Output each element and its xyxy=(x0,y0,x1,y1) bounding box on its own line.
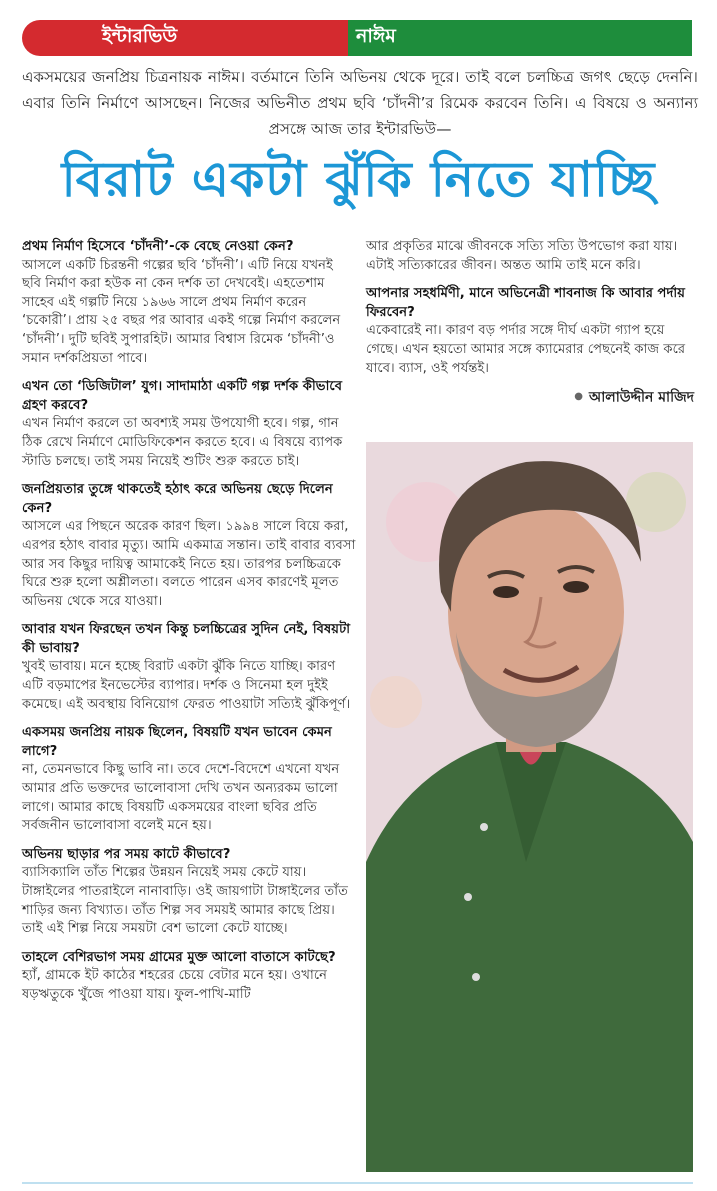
answer: আসলে এর পিছনে অরেক কারণ ছিল। ১৯৯৪ সালে বিয়ে করা, এরপর হঠাৎ বাবার মৃত্যু। আমি একমাত্র সন্তান। তাই বাবার ব্যবসা আর সব কিছুর দায়িত্ব আমাকেই নিতে হয়। তারপর চলচ্চিত্রকে ঘিরে শুরু হলো অশ্লীলতা। বলতে পারেন এসব কারণেই মূলত অভিনয় থেকে সরে যাওয়া। xyxy=(22,519,356,609)
qa-block xyxy=(22,481,356,611)
section-label: ইন্টারভিউ xyxy=(22,20,348,56)
byline xyxy=(366,388,694,407)
qa-block xyxy=(22,846,356,939)
headline: বিরাট একটা ঝুঁকি নিতে যাচ্ছি xyxy=(61,151,656,208)
right-column xyxy=(366,238,694,407)
question: এখন তো ‘ডিজিটাল’ যুগ। সাদামাঠা একটি গল্প দর্শক কীভাবে গ্রহণ করবে? xyxy=(22,379,343,413)
answer-continuation: আর প্রকৃতির মাঝে জীবনকে সত্যি সত্যি উপভোগ করা যায়। এটাই সত্যিকারের জীবন। অন্তত আমি তাই মনে করি। xyxy=(366,239,678,273)
bottom-rule xyxy=(22,1182,693,1184)
section-header xyxy=(22,20,692,56)
interviewee-name: নাঈম xyxy=(348,20,692,56)
left-column xyxy=(22,238,356,1015)
portrait-illustration xyxy=(366,442,693,1172)
answer: হ্যাঁ, গ্রামকে ইট কাঠের শহরের চেয়ে বেটার মনে হয়। ওখানে ষড়ঋতুকে খুঁজে পাওয়া যায়। ফুল-পাখি-মাটি xyxy=(22,968,328,1002)
bullet-icon: ● xyxy=(574,391,583,403)
answer: ব্যাসিক্যালি তাঁত শিল্পের উন্নয়ন নিয়েই সময় কেটে যায়। টাঙ্গাইলের পাতরাইলে নানাবাড়ি। ওই জায়গাটা টাঙ্গাইলের তাঁত শাড়ির জন্য বিখ্যাত। তাঁত শিল্প সব সময়ই আমার কাছে প্রিয়। তাই এই শিল্প নিয়ে সময়টা বেশ ভালো কেটে যাচ্ছে। xyxy=(22,865,349,937)
qa-block xyxy=(22,378,356,471)
answer: এখন নির্মাণ করলে তা অবশ্যই সময় উপযোগী হবে। গল্প, গান ঠিক রেখে নির্মাণে মোডিফিকেশন করতে হবে। এ বিষয়ে ব্যাপক স্টাডি চলছে। তাই সময় নিয়েই শুটিং শুরু করতে চাই। xyxy=(22,416,343,469)
question: তাহলে বেশিরভাগ সময় গ্রামের মুক্ত আলো বাতাসে কাটছে? xyxy=(22,949,336,965)
answer: আসলে একটি চিরন্তনী গল্পের ছবি ‘চাঁদনী’। এটি নিয়ে যখনই ছবি নির্মাণ করা হউক না কেন দর্শক তা দেখবেই। এহতেশাম সাহেব এই গল্পটি নিয়ে ১৯৬৬ সালে প্রথম নির্মাণ করেন ‘চকোরী’। প্রায় ২৫ বছর পর আবার একই গল্পে নির্মাণ করলেন ‘চাঁদনী’। দুটি ছবিই সুপারহিট। আমার বিশ্বাস রিমেক ‘চাঁদনী’ও সমান দর্শকপ্রিয়তা পাবে। xyxy=(22,257,341,366)
portrait-photo xyxy=(366,442,693,1172)
qa-block xyxy=(22,949,356,1005)
question: আবার যখন ফিরছেন তখন কিন্তু চলচ্চিত্রের সুদিন নেই, বিষয়টা কী ভাবায়? xyxy=(22,622,351,656)
question: প্রথম নির্মাণ হিসেবে ‘চাঁদনী’-কে বেছে নেওয়া কেন? xyxy=(22,239,294,254)
answer: না, তেমনভাবে কিছু ভাবি না। তবে দেশে-বিদেশে এখনো যখন আমার প্রতি ভক্তদের ভালোবাসা দেখি তখন অন্যরকম ভালো লাগে। আমার কাছে বিষয়টি একসময়ের বাংলা ছবির প্রতি সর্বজনীন ভালোবাসা বলেই মনে হয়। xyxy=(22,762,340,834)
qa-block xyxy=(22,621,356,714)
qa-block xyxy=(366,285,694,378)
intro-paragraph: একসময়ের জনপ্রিয় চিত্রনায়ক নাঈম। বর্তমানে তিনি অভিনয় থেকে দূরে। তাই বলে চলচ্চিত্র জগৎ ছেড়ে দেননি। এবার তিনি নির্মাণে আসছেন। নিজের অভিনীত প্রথম ছবি ‘চাঁদনী’র রিমেক করবেন তিনি। এ বিষয়ে ও অন্যান্য প্রসঙ্গে আজ তার ইন্টারভিউ— xyxy=(22,68,698,138)
qa-block xyxy=(22,238,356,368)
question: জনপ্রিয়তার তুঙ্গে থাকতেই হঠাৎ করে অভিনয় ছেড়ে দিলেন কেন? xyxy=(22,482,333,516)
qa-block xyxy=(22,724,356,836)
question: অভিনয় ছাড়ার পর সময় কাটে কীভাবে? xyxy=(22,846,231,862)
answer: খুবই ভাবায়। মনে হচ্ছে বিরাট একটা ঝুঁকি নিতে যাচ্ছি। কারণ এটি বড়মাপের ইনভেস্টের ব্যাপার। দর্শক ও সিনেমা হল দুইই কমেছে। এই অবস্থায় বিনিয়োগ ফেরত পাওয়াটা সত্যিই ঝুঁকিপূর্ণ। xyxy=(22,659,351,712)
question: একসময় জনপ্রিয় নায়ক ছিলেন, বিষয়টি যখন ভাবেন কেমন লাগে? xyxy=(22,725,332,759)
answer: একেবারেই না। কারণ বড় পর্দার সঙ্গে দীর্ঘ একটা গ্যাপ হয়ে গেছে। এখন হয়তো আমার সঙ্গে ক্যামেরার পেছনেই কাজ করে যাবে। ব্যাস, ওই পর্যন্তই। xyxy=(366,323,686,376)
question: আপনার সহধর্মিণী, মানে অভিনেত্রী শাবনাজ কি আবার পর্দায় ফিরবেন? xyxy=(366,286,686,320)
author-name: আলাউদ্দীন মাজিদ xyxy=(588,389,694,406)
